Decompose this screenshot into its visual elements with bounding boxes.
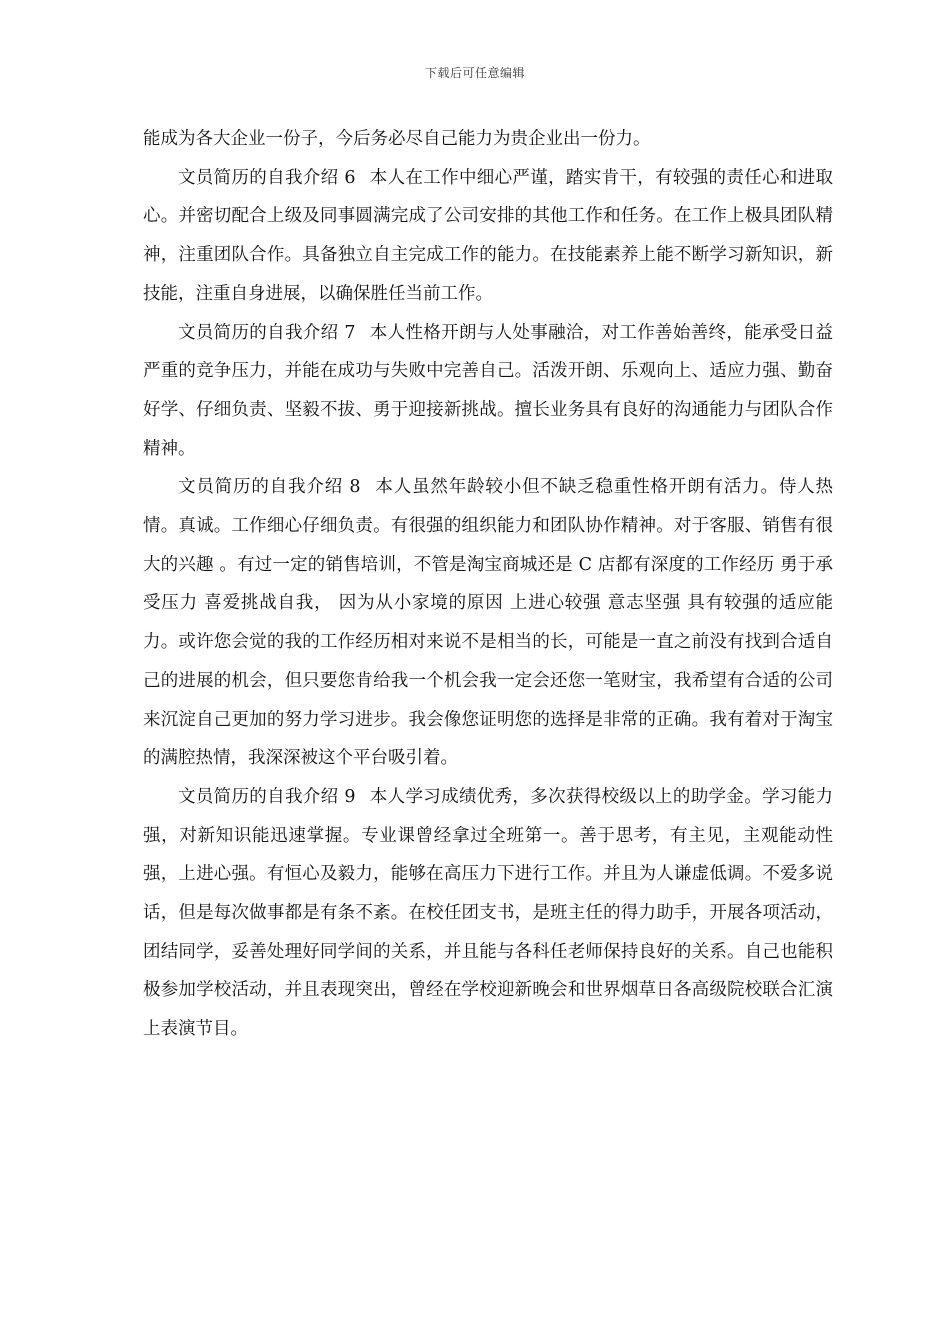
paragraph-text: 本人在工作中细心严谨，踏实肯干，有较强的责任心和进取心。并密切配合上级及同事圆满完成了公司安排的其他工作和任务。在工作上极具团队精神，注重团队合作。具备独立自主完成工作的能力。在技能素养上能不断学习新知识，新技能，注重自身进展，以确保胜任当前工作。 bbox=[143, 167, 834, 304]
paragraph-intro-6 bbox=[143, 159, 833, 314]
paragraph-continuation bbox=[143, 120, 833, 159]
paragraph-intro-9 bbox=[143, 778, 833, 1049]
document-body bbox=[143, 120, 833, 1049]
paragraph-text: 本人性格开朗与人处事融洽，对工作善始善终，能承受日益严重的竞争压力，并能在成功与失败中完善自己。活泼开朗、乐观向上、适应力强、勤奋好学、仔细负责、坚毅不拔、勇于迎接新挑战。擅长业务具有良好的沟通能力与团队合作精神。 bbox=[143, 322, 834, 459]
paragraph-title: 文员简历的自我介绍 7 bbox=[178, 322, 356, 343]
paragraph-title: 文员简历的自我介绍 6 bbox=[178, 167, 356, 188]
paragraph-intro-8 bbox=[143, 468, 833, 778]
paragraph-title: 文员简历的自我介绍 8 bbox=[178, 477, 361, 498]
paragraph-text: 能成为各大企业一份子，今后务必尽自己能力为贵企业出一份力。 bbox=[143, 129, 651, 149]
paragraph-text: 本人虽然年龄较小但不缺乏稳重性格开朗有活力。侍人热情。真诚。工作细心仔细负责。有很强的组织能力和团队协作精神。对于客服、销售有很大的兴趣 。有过一定的销售培训，不管是淘宝商城还是 C 店都有深度的工作经历 勇于承受压力 喜爱挑战自我， 因为从小家境的原因 上进心较强 意志坚强 具有较强的适应能力。或许您会觉的我的工作经历相对来说不是相当的长，可能是一直之前没有找到合适自己的进展的机会，但只要您肯给我一个机会我一定会还您一笔财宝，我希望有合适的公司来沉淀自己更加的努力学习进步。我会像您证明您的选择是非常的正确。我有着对于淘宝的满腔热情，我深深被这个平台吸引着。 bbox=[143, 477, 834, 769]
paragraph-text: 本人学习成绩优秀，多次获得校级以上的助学金。学习能力强，对新知识能迅速掌握。专业课曾经拿过全班第一。善于思考，有主见，主观能动性强，上进心强。有恒心及毅力，能够在高压力下进行工作。并且为人谦虚低调。不爱多说话，但是每次做事都是有条不紊。在校任团支书，是班主任的得力助手，开展各项活动，团结同学，妥善处理好同学间的关系，并且能与各科任老师保持良好的关系。自己也能积极参加学校活动，并且表现突出，曾经在学校迎新晚会和世界烟草日各高级院校联合汇演上表演节目。 bbox=[143, 786, 834, 1040]
paragraph-title: 文员简历的自我介绍 9 bbox=[178, 786, 356, 807]
paragraph-intro-7 bbox=[143, 314, 833, 469]
page-header: 下载后可任意编辑 bbox=[424, 66, 525, 80]
